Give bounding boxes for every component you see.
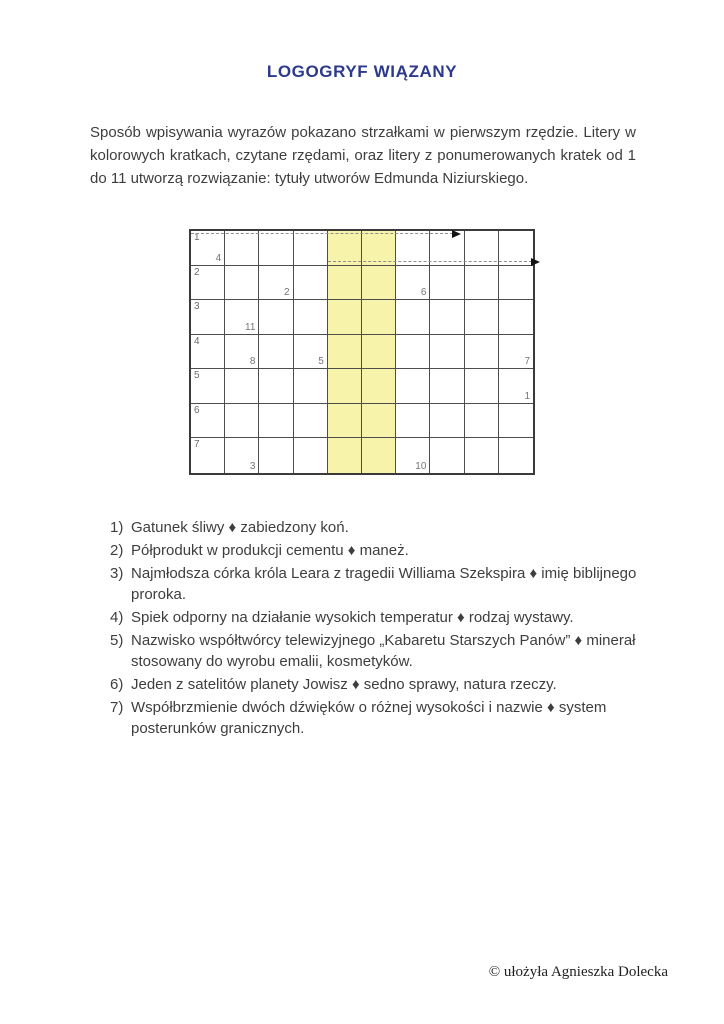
grid-cell (362, 404, 396, 439)
cell-number: 5 (318, 356, 324, 368)
grid-cell (328, 300, 362, 335)
clue-number: 7) (110, 699, 124, 716)
grid-cell (396, 300, 430, 335)
grid-cell (362, 369, 396, 404)
puzzle-grid (189, 229, 535, 475)
grid-cell (396, 335, 430, 370)
grid-cell (225, 335, 259, 370)
grid-cell (396, 404, 430, 439)
grid-cell (294, 438, 328, 473)
grid-cell (259, 369, 293, 404)
clue-item (110, 563, 638, 605)
grid-cell (259, 335, 293, 370)
grid-cell (259, 231, 293, 266)
grid-cell (259, 438, 293, 473)
cell-number: 6 (420, 287, 427, 299)
grid-cell (225, 404, 259, 439)
grid-cell (259, 300, 293, 335)
grid-cell (191, 438, 225, 473)
grid-cell (430, 369, 464, 404)
grid-cell (191, 266, 225, 301)
row-label: 7 (194, 439, 200, 451)
logogryf-grid (189, 229, 535, 475)
grid-cell (191, 369, 225, 404)
grid-cell (294, 335, 328, 370)
grid-cell (328, 369, 362, 404)
clue-text: Najmłodsza córka króla Leara z tragedii Williama Szekspira ♦ imię biblijnego proroka. (131, 565, 637, 603)
grid-cell (499, 369, 533, 404)
grid-cell (465, 266, 499, 301)
grid-cell (499, 300, 533, 335)
grid-cell (362, 266, 396, 301)
grid-cell (465, 404, 499, 439)
grid-cell (191, 300, 225, 335)
clue-number: 3) (110, 565, 124, 582)
clue-item (110, 697, 638, 739)
clue-number: 4) (110, 609, 124, 626)
grid-cell (328, 404, 362, 439)
clue-number: 5) (110, 632, 124, 649)
grid-cell (191, 231, 225, 266)
grid-cell (430, 438, 464, 473)
grid-cell (259, 266, 293, 301)
copyright-credit: © ułożyła Agnieszka Dolecka (488, 964, 668, 980)
clue-number: 6) (110, 676, 124, 693)
cell-number: 3 (249, 461, 256, 472)
grid-cell (499, 266, 533, 301)
grid-cell (191, 335, 225, 370)
row-label: 2 (194, 266, 200, 278)
grid-cell (430, 266, 464, 301)
grid-cell (430, 404, 464, 439)
row1-exit-arrow-icon (328, 261, 532, 262)
grid-cell (294, 266, 328, 301)
row-label: 6 (194, 404, 200, 416)
cell-number: 11 (245, 321, 256, 333)
clue-item (110, 630, 638, 672)
grid-cell (362, 438, 396, 473)
row-label: 4 (194, 335, 200, 347)
grid-cell (225, 300, 259, 335)
clue-item (110, 674, 638, 695)
grid-cell (191, 404, 225, 439)
grid-cell (225, 369, 259, 404)
grid-cell (430, 335, 464, 370)
clue-item (110, 517, 638, 538)
cell-number: 2 (284, 287, 290, 299)
clue-number: 1) (110, 519, 124, 536)
clue-text: Spiek odporny na działanie wysokich temperatur ♦ rodzaj wystawy. (131, 609, 574, 626)
row-label: 5 (194, 370, 200, 382)
grid-cell (225, 231, 259, 266)
grid-cell (328, 335, 362, 370)
grid-cell (294, 300, 328, 335)
intro-paragraph: Sposób wpisywania wyrazów pokazano strzałkami w pierwszym rzędzie. Litery w kolorowych kratkach, czytane rzędami, oraz litery z ponumerowanych kratek od 1 do 11 utworzą rozwiązanie: tytuły utworów Edmunda Niziurskiego. (90, 124, 636, 187)
grid-cell (294, 231, 328, 266)
clue-text: Jeden z satelitów planety Jowisz ♦ sedno sprawy, natura rzeczy. (131, 676, 557, 693)
grid-cell (430, 300, 464, 335)
grid-cell (465, 369, 499, 404)
row-label: 3 (194, 301, 200, 313)
clue-text: Gatunek śliwy ♦ zabiedzony koń. (131, 519, 349, 536)
cell-number: 8 (249, 356, 256, 368)
grid-cell (396, 369, 430, 404)
clue-number: 2) (110, 542, 124, 559)
page-title: LOGOGRYF WIĄZANY (266, 62, 458, 81)
grid-cell (328, 266, 362, 301)
grid-cell (362, 300, 396, 335)
grid-cell (396, 266, 430, 301)
clue-text: Półprodukt w produkcji cementu ♦ maneż. (131, 542, 409, 559)
grid-cell (499, 404, 533, 439)
clue-item (110, 607, 638, 628)
cell-number: 7 (524, 356, 530, 368)
cell-number: 1 (524, 390, 530, 402)
grid-cell (328, 438, 362, 473)
grid-cell (225, 266, 259, 301)
grid-cell (465, 300, 499, 335)
cell-number: 4 (215, 252, 222, 264)
grid-cell (465, 438, 499, 473)
clue-item (110, 540, 638, 561)
grid-cell (396, 438, 430, 473)
cell-number: 10 (415, 461, 427, 472)
grid-cell (259, 404, 293, 439)
grid-cell (294, 404, 328, 439)
grid-cell (362, 335, 396, 370)
clue-text: Nazwisko współtwórcy telewizyjnego „Kabaretu Starszych Panów” ♦ minerał stosowany do wyrobu emalii, kosmetyków. (131, 632, 636, 670)
clues-list (110, 517, 638, 741)
grid-cell (499, 438, 533, 473)
row1-entry-arrow-icon (191, 233, 453, 234)
grid-cell (294, 369, 328, 404)
grid-cell (499, 335, 533, 370)
clue-text: Współbrzmienie dwóch dźwięków o różnej wysokości i nazwie ♦ system posterunków granicznych. (131, 699, 607, 737)
row-label: 1 (194, 232, 200, 243)
grid-cell (465, 335, 499, 370)
grid-cell (225, 438, 259, 473)
